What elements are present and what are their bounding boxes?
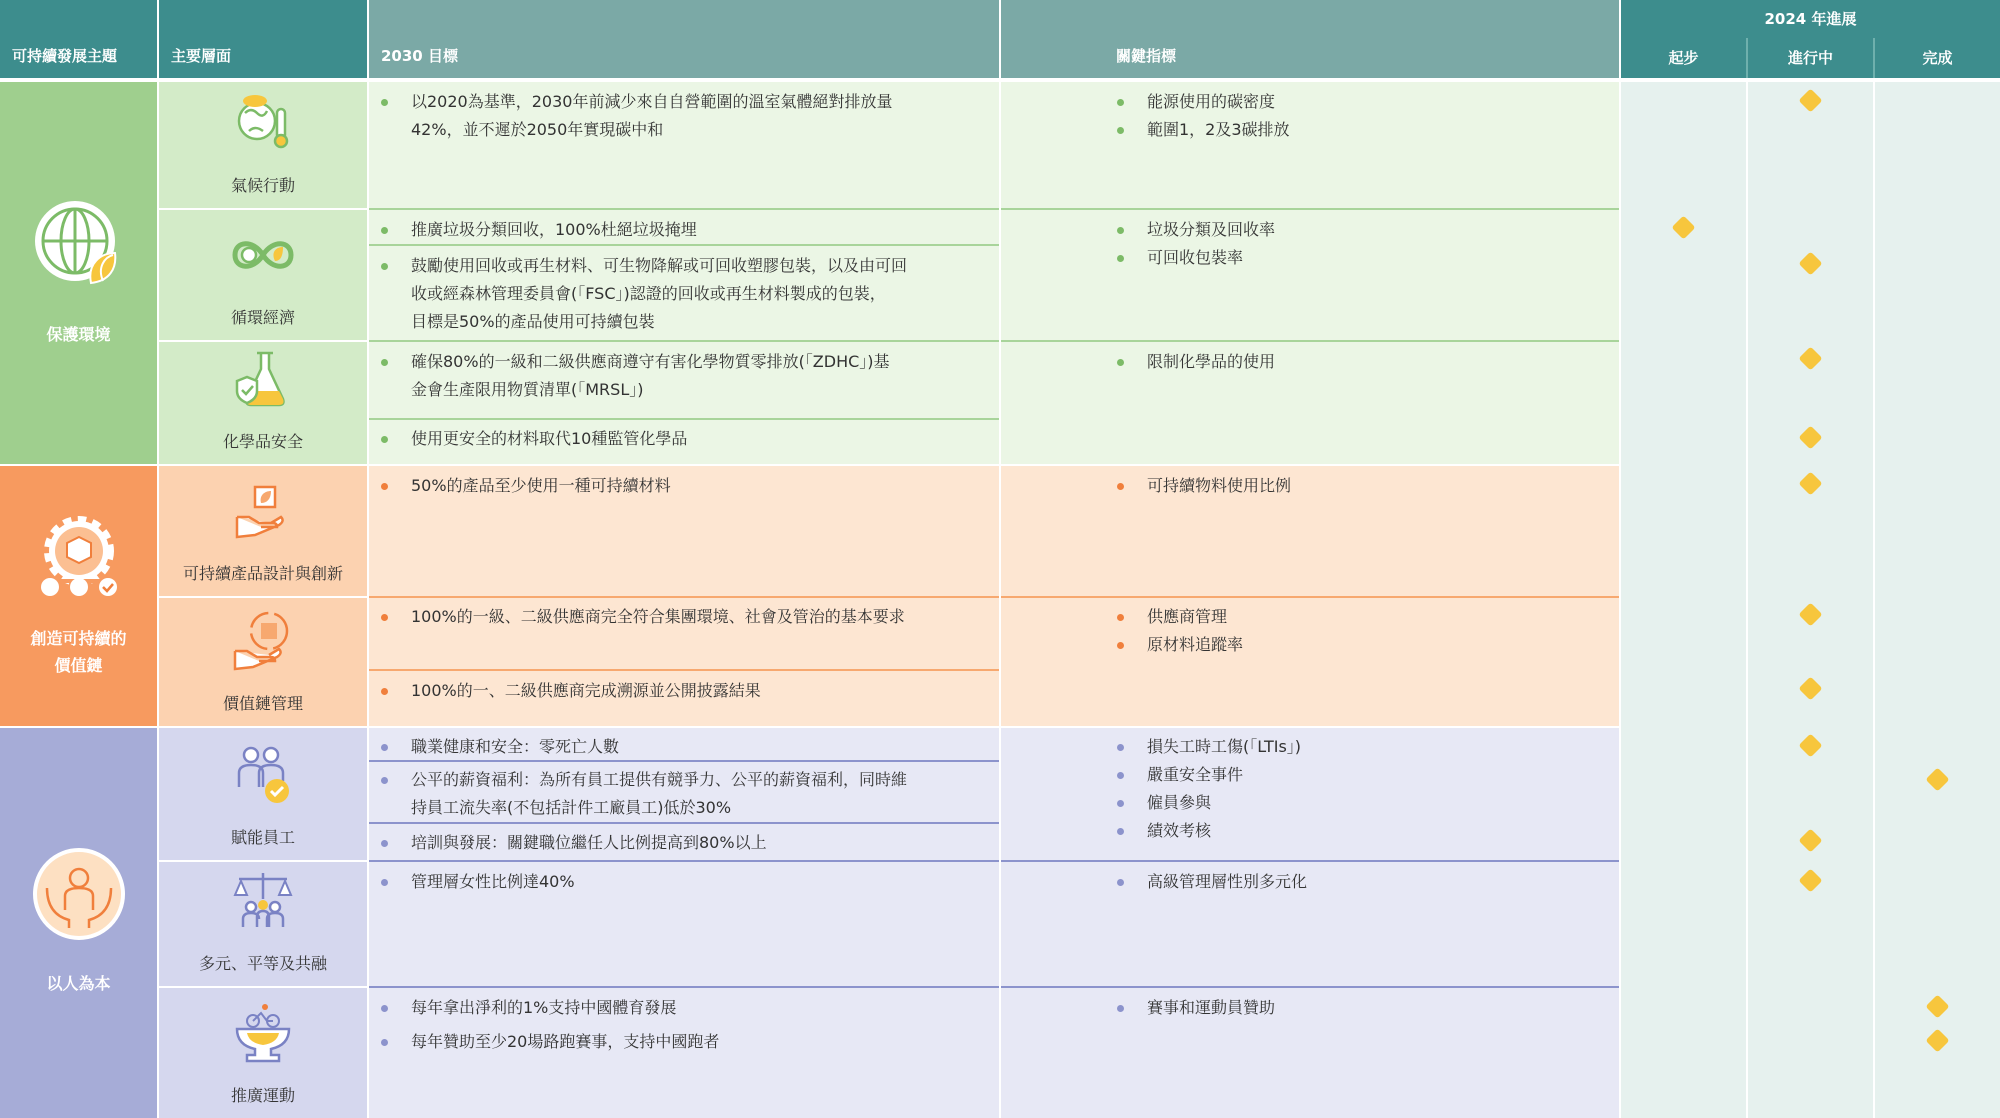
goal-text: 收或經森林管理委員會(「FSC」)認證的回收或再生材料製成的包裝， — [411, 284, 886, 303]
aspect-label: 推廣運動 — [230, 1086, 295, 1105]
theme-value-chain — [0, 466, 157, 726]
bullet-icon — [1117, 642, 1124, 649]
bullet-icon — [381, 263, 388, 270]
bullet-icon — [1117, 772, 1124, 779]
progress-column-done — [1875, 78, 2000, 1118]
kpi-item: 可回收包裝率 — [1147, 244, 1600, 272]
progress-column-ongoing — [1748, 78, 1873, 1118]
bullet-icon — [1117, 879, 1124, 886]
goal-divider — [369, 669, 999, 671]
kpi-item: 垃圾分類及回收率 — [1147, 216, 1600, 244]
goal-item — [369, 1028, 989, 1056]
bullet-icon — [381, 1039, 388, 1046]
kpi-item: 賽事和運動員贊助 — [1147, 994, 1600, 1022]
goal-text: 持員工流失率(不包括計件工廠員工)低於30% — [411, 798, 732, 817]
goal-item — [369, 603, 989, 631]
theme-environment — [0, 82, 157, 464]
goal-text: 培訓與發展：關鍵職位繼任人比例提高到80%以上 — [411, 833, 767, 852]
aspect-label: 可持續產品設計與創新 — [182, 564, 343, 583]
aspect-diversity — [159, 862, 367, 986]
goal-text: 金會生產限用物質清單(「MRSL」) — [411, 380, 644, 399]
bullet-icon — [381, 99, 388, 106]
row-divider — [369, 340, 1619, 342]
kpi-group-employees — [1100, 733, 1600, 845]
gear-box-icon — [36, 513, 122, 599]
goal-item — [369, 472, 989, 500]
kpi-item: 原材料追蹤率 — [1147, 631, 1600, 659]
goal-text: 使用更安全的材料取代10種監管化學品 — [411, 429, 688, 448]
header-goal: 2030 目標 — [369, 0, 999, 78]
aspect-product-design — [159, 466, 367, 596]
bullet-icon — [381, 840, 388, 847]
aspect-climate — [159, 82, 367, 208]
header-kpi: 關鍵指標 — [1001, 0, 1619, 78]
kpi-item: 績效考核 — [1147, 817, 1600, 845]
row-divider — [369, 860, 1619, 862]
goal-text: 確保80%的一級和二級供應商遵守有害化學物質零排放(「ZDHC」)基 — [411, 352, 890, 371]
bullet-icon — [1117, 614, 1124, 621]
aspect-label: 化學品安全 — [222, 432, 303, 451]
kpi-group-diversity — [1100, 868, 1600, 896]
goal-text: 職業健康和安全：零死亡人數 — [411, 737, 620, 756]
goal-text: 公平的薪資福利：為所有員工提供有競爭力、公平的薪資福利，同時維 — [411, 770, 908, 789]
goal-item — [369, 252, 989, 336]
aspect-label: 多元、平等及共融 — [198, 954, 327, 973]
bullet-icon — [1117, 99, 1124, 106]
bullet-icon — [381, 688, 388, 695]
goal-text: 鼓勵使用回收或再生材料、可生物降解或可回收塑膠包裝，以及由可回 — [411, 256, 908, 275]
theme-people — [0, 728, 157, 1118]
aspect-sports — [159, 988, 367, 1118]
goal-text: 每年贊助至少20場路跑賽事，支持中國跑者 — [411, 1032, 720, 1051]
goal-item — [369, 88, 989, 144]
bullet-icon — [381, 614, 388, 621]
theme-value-label-line1: 創造可持續的 — [30, 628, 127, 648]
hand-leaf-icon — [231, 479, 295, 543]
kpi-item: 能源使用的碳密度 — [1147, 88, 1600, 116]
bullet-icon — [1117, 1005, 1124, 1012]
aspect-label: 氣候行動 — [230, 176, 295, 195]
kpi-group-circular — [1100, 216, 1600, 272]
column-divider — [1873, 78, 1875, 1118]
goal-item — [369, 868, 989, 896]
goal-item — [369, 829, 989, 857]
header-divider — [0, 78, 2000, 82]
goal-item — [369, 766, 989, 822]
bullet-icon — [381, 1005, 388, 1012]
kpi-item: 範圍1，2及3碳排放 — [1147, 116, 1600, 144]
header-aspect: 主要層面 — [159, 0, 367, 78]
goal-text: 目標是50%的產品使用可持續包裝 — [411, 312, 655, 331]
scale-people-icon — [231, 869, 295, 933]
header-progress-done: 完成 — [1875, 38, 2000, 78]
header-divider — [1873, 38, 1875, 78]
kpi-item: 供應商管理 — [1147, 603, 1600, 631]
bullet-icon — [1117, 744, 1124, 751]
goal-text: 管理層女性比例達40% — [411, 872, 575, 891]
kpi-item: 可持續物料使用比例 — [1147, 472, 1600, 500]
column-divider — [1619, 0, 1621, 1118]
column-divider — [999, 0, 1001, 1118]
kpi-group-chemical — [1100, 348, 1600, 376]
person-hands-icon — [33, 848, 125, 940]
goal-divider — [369, 822, 999, 824]
theme-value-label-line2: 價值鏈 — [54, 656, 103, 675]
aspect-value-chain — [159, 598, 367, 726]
goal-divider — [369, 418, 999, 420]
header-divider — [1746, 38, 1748, 78]
goal-item — [369, 425, 989, 453]
section-divider — [0, 464, 1619, 466]
kpi-group-chain — [1100, 603, 1600, 659]
goal-text: 42%，並不遲於2050年實現碳中和 — [411, 120, 664, 139]
header-theme: 可持續發展主題 — [0, 0, 157, 78]
goal-text: 50%的產品至少使用一種可持續材料 — [411, 476, 671, 495]
column-divider — [367, 0, 369, 1118]
kpi-group-design — [1100, 472, 1600, 500]
bullet-icon — [381, 879, 388, 886]
bullet-icon — [1117, 828, 1124, 835]
bullet-icon — [381, 744, 388, 751]
kpi-item: 嚴重安全事件 — [1147, 761, 1600, 789]
kpi-item: 僱員參與 — [1147, 789, 1600, 817]
bullet-icon — [381, 777, 388, 784]
bullet-icon — [1117, 483, 1124, 490]
aspect-empower-employees — [159, 728, 367, 860]
climate-thermometer-icon — [231, 91, 295, 155]
kpi-item: 限制化學品的使用 — [1147, 348, 1600, 376]
kpi-group-sports — [1100, 994, 1600, 1022]
header-progress-start: 起步 — [1621, 38, 1746, 78]
goal-text: 以2020為基準，2030年前減少來自自營範圍的溫室氣體絕對排放量 — [411, 92, 893, 111]
aspect-chemical — [159, 342, 367, 464]
infinity-leaf-icon — [231, 223, 295, 287]
trophy-cyclist-icon — [231, 1001, 295, 1065]
theme-people-label: 以人為本 — [46, 974, 111, 994]
column-divider — [1746, 78, 1748, 1118]
goal-item — [369, 994, 989, 1022]
hand-cycle-box-icon — [231, 609, 295, 673]
aspect-label: 循環經濟 — [230, 308, 295, 327]
kpi-group-climate — [1100, 88, 1600, 144]
goal-item — [369, 677, 989, 705]
bullet-icon — [1117, 255, 1124, 262]
goal-item — [369, 348, 989, 404]
goal-divider — [369, 244, 999, 246]
header-progress-title: 2024 年進展 — [1621, 0, 2000, 38]
people-check-icon — [231, 743, 295, 807]
row-divider — [369, 986, 1619, 988]
goal-text: 推廣垃圾分類回收，100%杜絕垃圾掩埋 — [411, 220, 697, 239]
header-progress-ongoing: 進行中 — [1748, 38, 1873, 78]
goal-text: 每年拿出淨利的1%支持中國體育發展 — [411, 998, 677, 1017]
aspect-label: 價值鏈管理 — [222, 694, 303, 713]
theme-environment-label: 保護環境 — [46, 325, 111, 345]
goal-divider — [369, 760, 999, 762]
column-divider — [157, 0, 159, 1118]
kpi-item: 損失工時工傷(「LTIs」) — [1147, 733, 1600, 761]
goal-text: 100%的一級、二級供應商完全符合集團環境、社會及管治的基本要求 — [411, 607, 905, 626]
section-divider — [0, 726, 1619, 728]
aspect-label: 賦能員工 — [230, 828, 295, 847]
bullet-icon — [381, 436, 388, 443]
goal-text: 100%的一、二級供應商完成溯源並公開披露結果 — [411, 681, 761, 700]
goal-item — [369, 733, 989, 761]
kpi-item: 高級管理層性別多元化 — [1147, 868, 1600, 896]
goal-item — [369, 216, 989, 244]
bullet-icon — [1117, 227, 1124, 234]
row-divider — [369, 208, 1619, 210]
aspect-circular — [159, 210, 367, 340]
bullet-icon — [1117, 800, 1124, 807]
bullet-icon — [1117, 359, 1124, 366]
bullet-icon — [381, 359, 388, 366]
bullet-icon — [1117, 127, 1124, 134]
globe-leaf-icon — [31, 197, 127, 293]
flask-shield-icon — [231, 347, 295, 411]
bullet-icon — [381, 227, 388, 234]
bullet-icon — [381, 483, 388, 490]
row-divider — [369, 596, 1619, 598]
